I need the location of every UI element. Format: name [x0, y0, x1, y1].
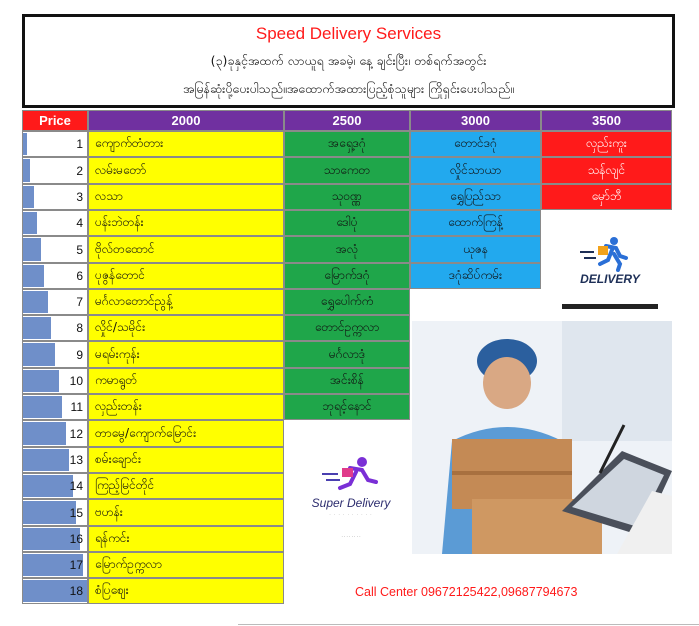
row-number: 8 [76, 321, 83, 335]
township-3000: ထောက်ကြန့် [410, 210, 541, 236]
township-2000: စမ်းချောင်း [88, 447, 284, 473]
row-number-bar [23, 475, 73, 497]
row-number-cell [22, 368, 88, 394]
row-number-bar [23, 317, 51, 339]
logo-tagline: · · · · · · · · · · [329, 512, 373, 517]
row-number-cell [22, 526, 88, 552]
delivery-logo-label: DELIVERY [580, 272, 640, 286]
row-number-cell [22, 263, 88, 289]
row-number-cell [22, 289, 88, 315]
row-number-cell [22, 394, 88, 420]
township-2500: အင်းစိန် [284, 368, 410, 394]
row-number-cell [22, 315, 88, 341]
township-2000: လမ်းမတော် [88, 157, 284, 184]
township-2500: တောင်ဥက္ကလာ [284, 315, 410, 341]
row-number-bar [23, 396, 62, 418]
township-2000: ဗဟန်း [88, 499, 284, 526]
row-number: 12 [69, 426, 83, 441]
township-3500: လှည်းကူး [541, 131, 672, 157]
township-3000: ယုဇန [410, 236, 541, 263]
header-3500: 3500 [541, 110, 672, 131]
row-number: 14 [69, 479, 83, 493]
logo-bar [562, 304, 658, 309]
township-2000: ကြည့်မြင်တိုင် [88, 473, 284, 499]
township-2500: အရှေ့ဒဂုံ [284, 131, 410, 157]
header-price: Price [22, 110, 88, 131]
township-2000: မရမ်းကုန်း [88, 341, 284, 368]
township-2000: ရန်ကင်း [88, 526, 284, 552]
row-number-bar [23, 238, 41, 261]
township-2000: ပုဇွန်တောင် [88, 263, 284, 289]
row-number-bar [23, 212, 37, 234]
row-number-bar [23, 449, 69, 471]
township-2000: မြောက်ဥက္ကလာ [88, 552, 284, 578]
township-2000: ကမာရွတ် [88, 368, 284, 394]
row-number-bar [23, 343, 55, 366]
header-3000: 3000 [410, 110, 541, 131]
row-number-cell [22, 131, 88, 157]
row-number-cell [22, 447, 88, 473]
row-number-cell [22, 552, 88, 578]
township-2500: မြောက်ဒဂုံ [284, 263, 410, 289]
row-number: 18 [69, 584, 83, 598]
township-2000: လှည်းတန်း [88, 394, 284, 420]
row-number-cell [22, 499, 88, 526]
header-banner [22, 14, 675, 108]
super-delivery-label: Super Delivery [311, 496, 391, 510]
row-number: 3 [76, 190, 83, 204]
township-2000: ဗိုလ်တထောင် [88, 236, 284, 263]
row-number-cell [22, 473, 88, 499]
row-number-cell [22, 184, 88, 210]
township-2000: ပန်းဘဲတန်း [88, 210, 284, 236]
row-number: 6 [76, 269, 83, 283]
row-number-cell [22, 236, 88, 263]
township-2500: အလုံ [284, 236, 410, 263]
township-2500: ဘုရင့်နောင် [284, 394, 410, 420]
township-3000: ရွှေပြည်သာ [410, 184, 541, 210]
row-number-cell [22, 341, 88, 368]
row-number-bar [23, 422, 66, 445]
township-3000: ဒဂုံဆိပ်ကမ်း [410, 263, 541, 289]
township-2500: ဒေါပုံ [284, 210, 410, 236]
township-2500: မင်္ဂလာဒုံ [284, 341, 410, 368]
row-number-cell [22, 420, 88, 447]
page-title: Speed Delivery Services [255, 24, 442, 43]
runner-icon [292, 450, 410, 494]
township-3500: သန်လျင် [541, 157, 672, 184]
row-number-bar [23, 291, 48, 313]
row-number-cell [22, 578, 88, 604]
header-line-1: (၃)ခုနှင့်အထက် လာယူရ အခမဲ့၊ နေ့ ချင်းပြီး၊ တစ်ရက်အတွင်း [210, 53, 487, 68]
super-delivery-logo [292, 450, 410, 550]
courier-photo [412, 321, 672, 554]
row-number: 7 [76, 295, 83, 309]
township-3000: တောင်ဒဂုံ [410, 131, 541, 157]
township-2000: လသာ [88, 184, 284, 210]
township-3500: မှော်ဘီ [541, 184, 672, 210]
row-number: 13 [69, 453, 83, 467]
running-courier-icon [562, 232, 658, 272]
row-number-bar [23, 370, 59, 392]
township-2000: စံပြဈေး [88, 578, 284, 604]
row-number-bar [23, 159, 30, 182]
header-2500: 2500 [284, 110, 410, 131]
row-number-bar [23, 186, 34, 208]
row-number: 1 [76, 137, 83, 151]
township-2500: ရွှေပေါက်ကံ [284, 289, 410, 315]
row-number: 9 [76, 347, 83, 362]
township-3000: လှိုင်သာယာ [410, 157, 541, 184]
township-2000: ကျောက်တံတား [88, 131, 284, 157]
row-number-cell [22, 157, 88, 184]
bottom-rule [238, 624, 699, 625]
row-number-bar [23, 133, 27, 155]
row-number-bar [23, 501, 76, 524]
row-number: 15 [69, 505, 83, 520]
call-center: Call Center 09672125422,09687794673 [355, 585, 578, 599]
row-number-cell [22, 210, 88, 236]
row-number: 17 [69, 558, 83, 572]
township-2000: လှိုင်/သမိုင်း [88, 315, 284, 341]
township-2000: မင်္ဂလာတောင်ညွန့် [88, 289, 284, 315]
row-number: 16 [69, 532, 83, 546]
township-2000: တာမွေ/ကျောက်မြောင်း [88, 420, 284, 447]
township-2500: သာကေတ [284, 157, 410, 184]
row-number: 11 [70, 400, 83, 414]
row-number: 10 [69, 374, 83, 388]
row-number: 5 [76, 242, 83, 257]
township-2500: သုဝဏ္ဏ [284, 184, 410, 210]
header-line-2: အမြန်ဆုံးပို့ပေးပါသည်။အထောက်အထားပြည့်စုံသူများ ကြိုရှင်းပေးပါသည်။ [182, 81, 515, 96]
row-number-bar [23, 265, 44, 287]
delivery-logo [562, 232, 658, 308]
header-2000: 2000 [88, 110, 284, 131]
row-number: 4 [76, 216, 83, 230]
row-number: 2 [76, 163, 83, 178]
logo-credit: · · · · · · · · [341, 534, 361, 539]
